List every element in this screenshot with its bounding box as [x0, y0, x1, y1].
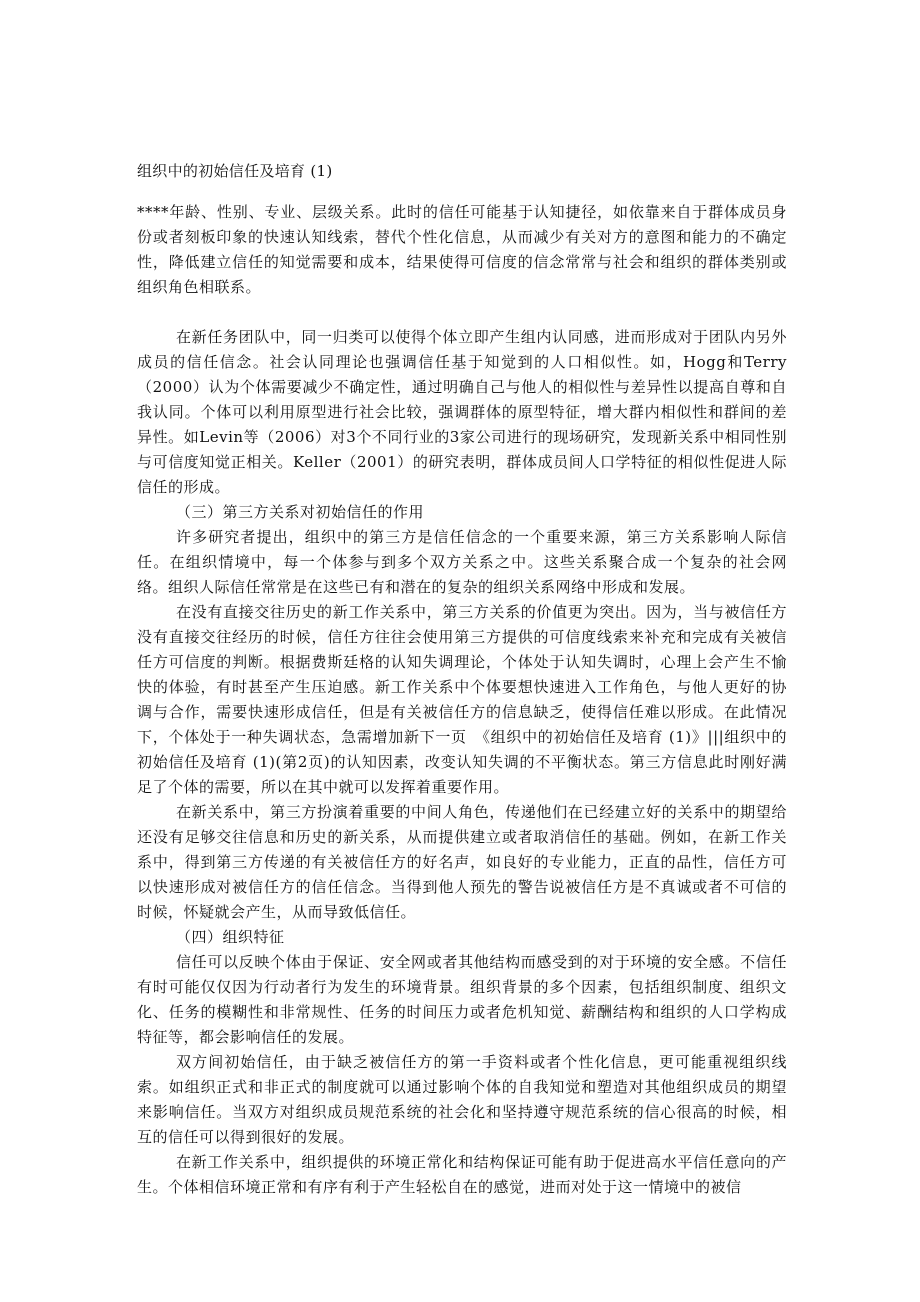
- section-heading: （四）组织特征: [176, 928, 285, 946]
- paragraph: 在没有直接交往历史的新工作关系中，第三方关系的价值更为突出。因为，当与被信任方没有直接交往经历的时候，信任方往往会使用第三方提供的可信度线索来补充和完成有关被信任方可信度的判断。根据费斯廷格的认知失调理论，个体处于认知失调时，心理上会产生不愉快的体验，有时甚至产生压迫感。新工作关系中个体要想快速进入工作角色，与他人更好的协调与合作，需要快速形成信任，但是有关被信任方的信息缺乏，使得信任难以形成。在此情况下，个体处于一种失调状态，急需增加新下一页 《组织中的初始信任及培育 (1)》|||组织中的初始信任及培育 (1)(第2页)的认知因素，改变认知失调的不平衡状态。第三方信息此时刚好满足了个体的需要，所以在其中就可以发挥着重要作用。: [137, 603, 787, 796]
- paragraph: 在新关系中，第三方扮演着重要的中间人角色，传递他们在已经建立好的关系中的期望给还没有足够交往信息和历史的新关系，从而提供建立或者取消信任的基础。例如，在新工作关系中，得到第三方传递的有关被信任方的好名声，如良好的专业能力，正直的品性，信任方可以快速形成对被信任方的信任信念。当得到他人预先的警告说被信任方是不真诚或者不可信的时候，怀疑就会产生，从而导致低信任。: [137, 803, 787, 921]
- document-page: [137, 158, 787, 1200]
- paragraph: 许多研究者提出，组织中的第三方是信任信念的一个重要来源，第三方关系影响人际信任。在组织情境中，每一个体参与到多个双方关系之中。这些关系聚合成一个复杂的社会网络。组织人际信任常常是在这些已有和潜在的复杂的组织关系网络中形成和发展。: [137, 528, 787, 596]
- paragraph: ****年龄、性别、专业、层级关系。此时的信任可能基于认知捷径，如依靠来自于群体成员身份或者刻板印象的快速认知线索，替代个性化信息，从而减少有关对方的意图和能力的不确定性，降低建立信任的知觉需要和成本，结果使得可信度的信念常常与社会和组织的群体类别或组织角色相联系。: [137, 203, 787, 296]
- section-heading: （三）第三方关系对初始信任的作用: [176, 503, 425, 521]
- paragraph: 在新任务团队中，同一归类可以使得个体立即产生组内认同感，进而形成对于团队内另外成员的信任信念。社会认同理论也强调信任基于知觉到的人口相似性。如，Hogg和Terry（2000）认为个体需要减少不确定性，通过明确自己与他人的相似性与差异性以提高自尊和自我认同。个体可以利用原型进行社会比较，强调群体的原型特征，增大群内相似性和群间的差异性。如Levin等（2006）对3个不同行业的3家公司进行的现场研究，发现新关系中相同性别与可信度知觉正相关。Keller（2001）的研究表明，群体成员间人口学特征的相似性促进人际信任的形成。: [137, 328, 787, 496]
- paragraph: 信任可以反映个体由于保证、安全网或者其他结构而感受到的对于环境的安全感。不信任有时可能仅仅因为行动者行为发生的环境背景。组织背景的多个因素，包括组织制度、组织文化、任务的模糊性和非常规性、任务的时间压力或者危机知觉、薪酬结构和组织的人口学构成特征等，都会影响信任的发展。: [137, 953, 787, 1046]
- paragraph: 双方间初始信任，由于缺乏被信任方的第一手资料或者个性化信息，更可能重视组织线索。如组织正式和非正式的制度就可以通过影响个体的自我知觉和塑造对其他组织成员的期望来影响信任。当双方对组织成员规范系统的社会化和坚持遵守规范系统的信心很高的时候，相互的信任可以得到很好的发展。: [137, 1053, 787, 1146]
- document-title: 组织中的初始信任及培育 (1): [137, 162, 333, 180]
- paragraph: 在新工作关系中，组织提供的环境正常化和结构保证可能有助于促进高水平信任意向的产生。个体相信环境正常和有序有利于产生轻松自在的感觉，进而对处于这一情境中的被信: [137, 1153, 787, 1196]
- paragraph-gap: [137, 300, 787, 325]
